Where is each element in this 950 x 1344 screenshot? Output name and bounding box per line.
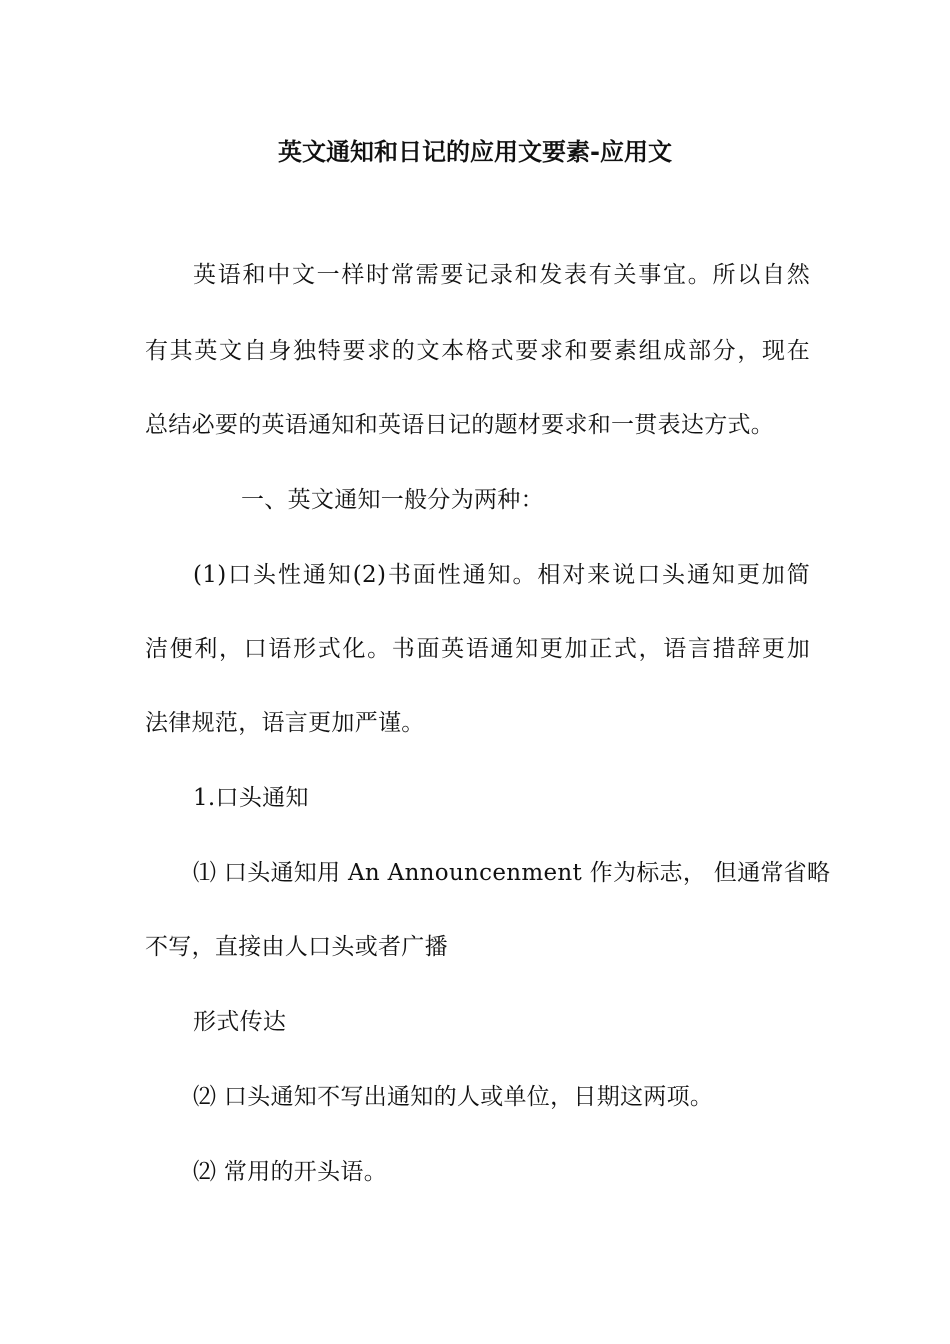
paragraph-line: 不写，直接由人口头或者广播	[145, 934, 448, 960]
paragraph-line: 形式传达	[193, 1009, 287, 1035]
list-item: ⑵ 常用的开头语。	[193, 1159, 388, 1185]
paragraph-line: 法律规范，语言更加严谨。	[145, 710, 425, 736]
section-heading: 一、英文通知一般分为两种：	[241, 487, 544, 513]
paragraph-line: 有其英文自身独特要求的文本格式要求和要素组成部分，现在	[145, 338, 810, 364]
list-item: ⑵ 口头通知不写出通知的人或单位，日期这两项。	[193, 1084, 714, 1110]
paragraph-line: 总结必要的英语通知和英语日记的题材要求和一贯表达方式。	[145, 412, 775, 438]
paragraph-line: 洁便利，口语形式化。书面英语通知更加正式，语言措辞更加	[145, 636, 810, 662]
paragraph-line: (1)口头性通知(2)书面性通知。相对来说口头通知更加简	[193, 562, 810, 588]
paragraph-line: 英语和中文一样时常需要记录和发表有关事宜。所以自然	[193, 262, 810, 288]
document-title: 英文通知和日记的应用文要素-应用文	[278, 138, 672, 166]
paragraph-line: ⑴ 口头通知用 An Announcenment 作为标志， 但通常省略	[193, 860, 831, 886]
subsection-heading: 1.口头通知	[193, 785, 309, 811]
